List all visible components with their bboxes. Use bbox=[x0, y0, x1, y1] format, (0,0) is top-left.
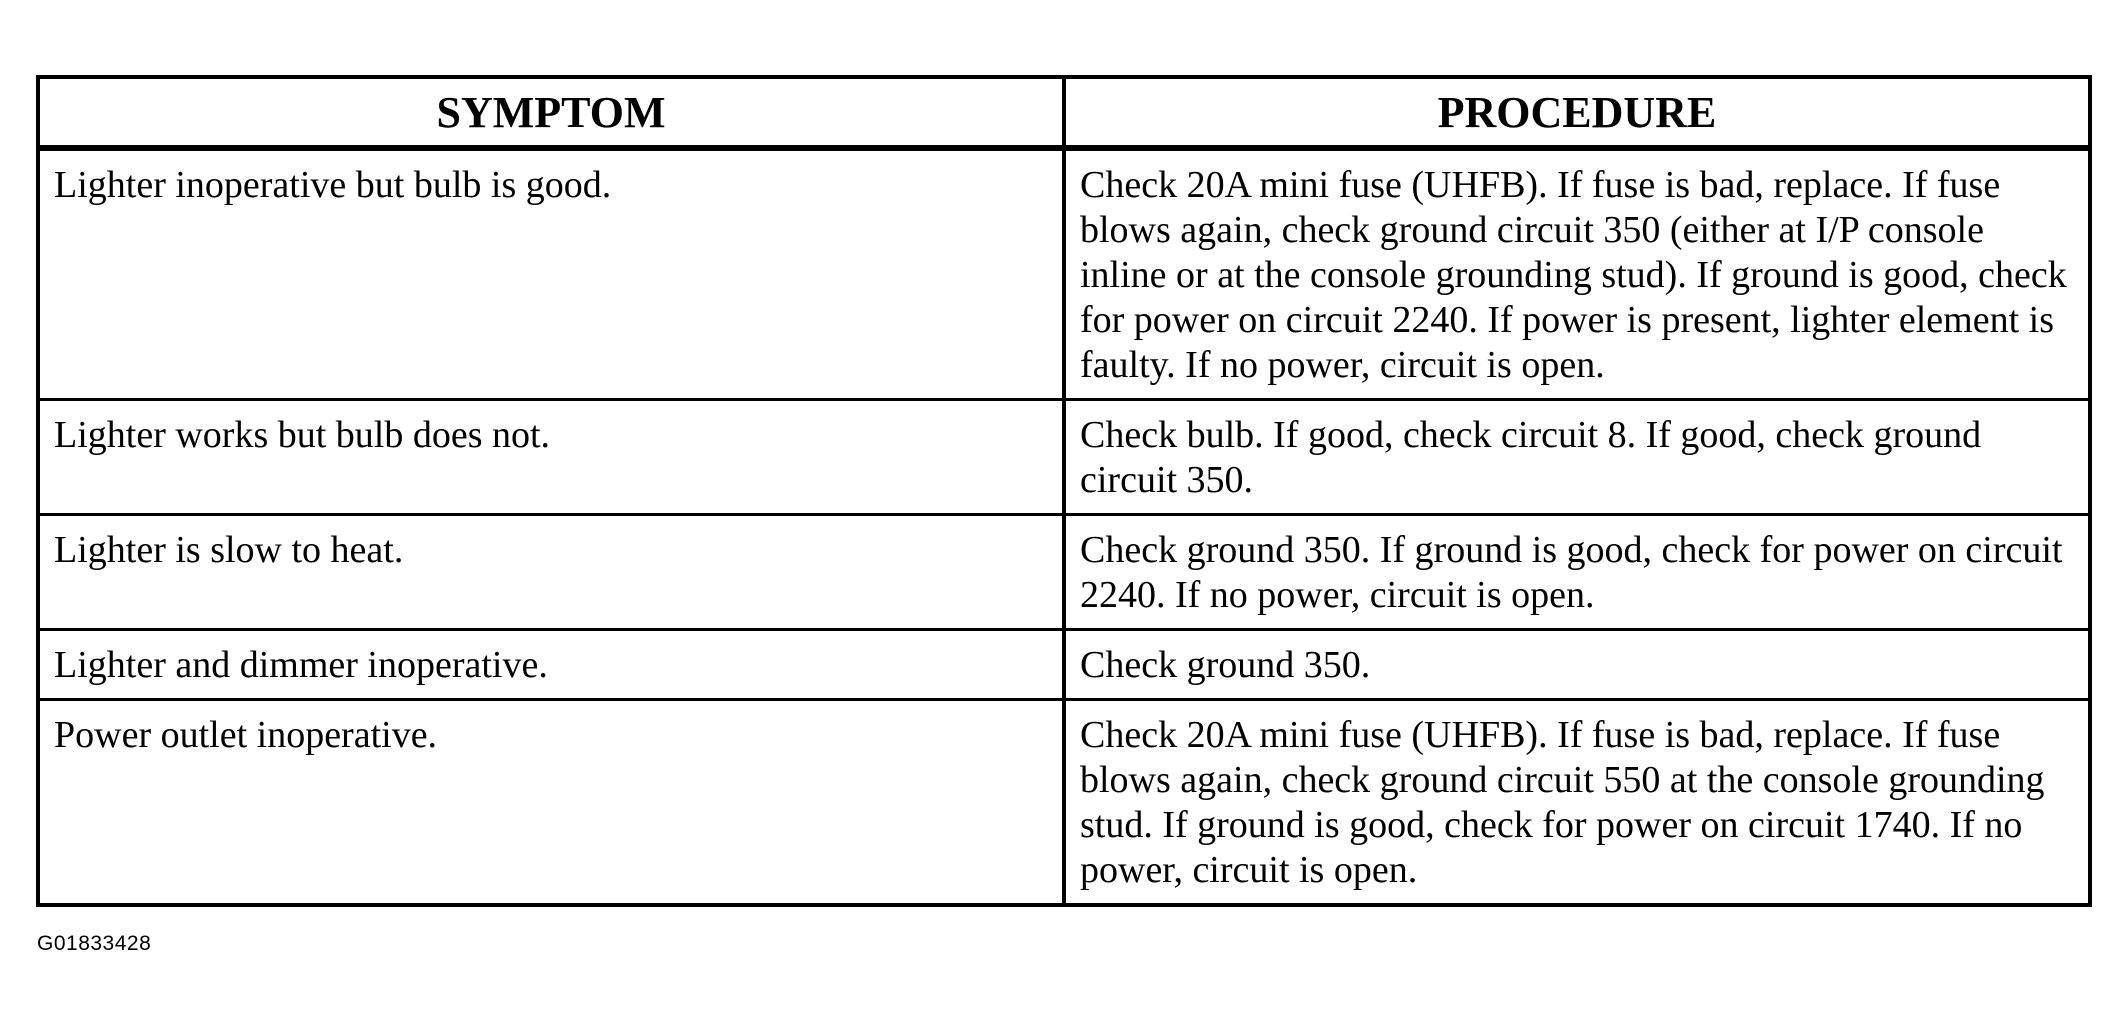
procedure-column-header: PROCEDURE bbox=[1064, 79, 2088, 148]
procedure-cell: Check ground 350. If ground is good, check for power on circuit 2240. If no power, circuit is open. bbox=[1064, 515, 2088, 630]
symptom-cell: Lighter inoperative but bulb is good. bbox=[54, 164, 612, 206]
table-row bbox=[40, 148, 2088, 400]
diagnosis-table bbox=[40, 79, 2088, 903]
table-row bbox=[40, 515, 2088, 630]
table-row bbox=[40, 630, 2088, 700]
figure-id: G01833428 bbox=[37, 932, 152, 955]
table-body bbox=[40, 148, 2088, 903]
diagnosis-table-frame bbox=[36, 75, 2092, 907]
procedure-cell: Check bulb. If good, check circuit 8. If good, check ground circuit 350. bbox=[1064, 400, 2088, 515]
symptom-cell: Lighter is slow to heat. bbox=[40, 515, 1064, 630]
procedure-cell: Check 20A mini fuse (UHFB). If fuse is bad, replace. If fuse blows again, check ground circuit 550 at the console grounding stud. If ground is good, check for power on circuit 1740. If no power, circuit is open. bbox=[1064, 700, 2088, 904]
symptom-cell: Power outlet inoperative. bbox=[40, 700, 1064, 904]
header-row bbox=[40, 79, 2088, 148]
symptom-cell: Lighter works but bulb does not. bbox=[40, 400, 1064, 515]
symptom-column-header: SYMPTOM bbox=[40, 79, 1064, 148]
table-header bbox=[40, 79, 2088, 148]
symptom-cell: Lighter and dimmer inoperative. bbox=[40, 630, 1064, 700]
table-row bbox=[40, 700, 2088, 904]
procedure-cell: Check ground 350. bbox=[1064, 630, 2088, 700]
table-row bbox=[40, 400, 2088, 515]
procedure-cell: Check 20A mini fuse (UHFB). If fuse is bad, replace. If fuse blows again, check ground circuit 350 (either at I/P console inline or at the console grounding stud). If ground is good, check for power on circuit 2240. If power is present, lighter element is faulty. If no power, circuit is open. bbox=[1064, 148, 2088, 400]
